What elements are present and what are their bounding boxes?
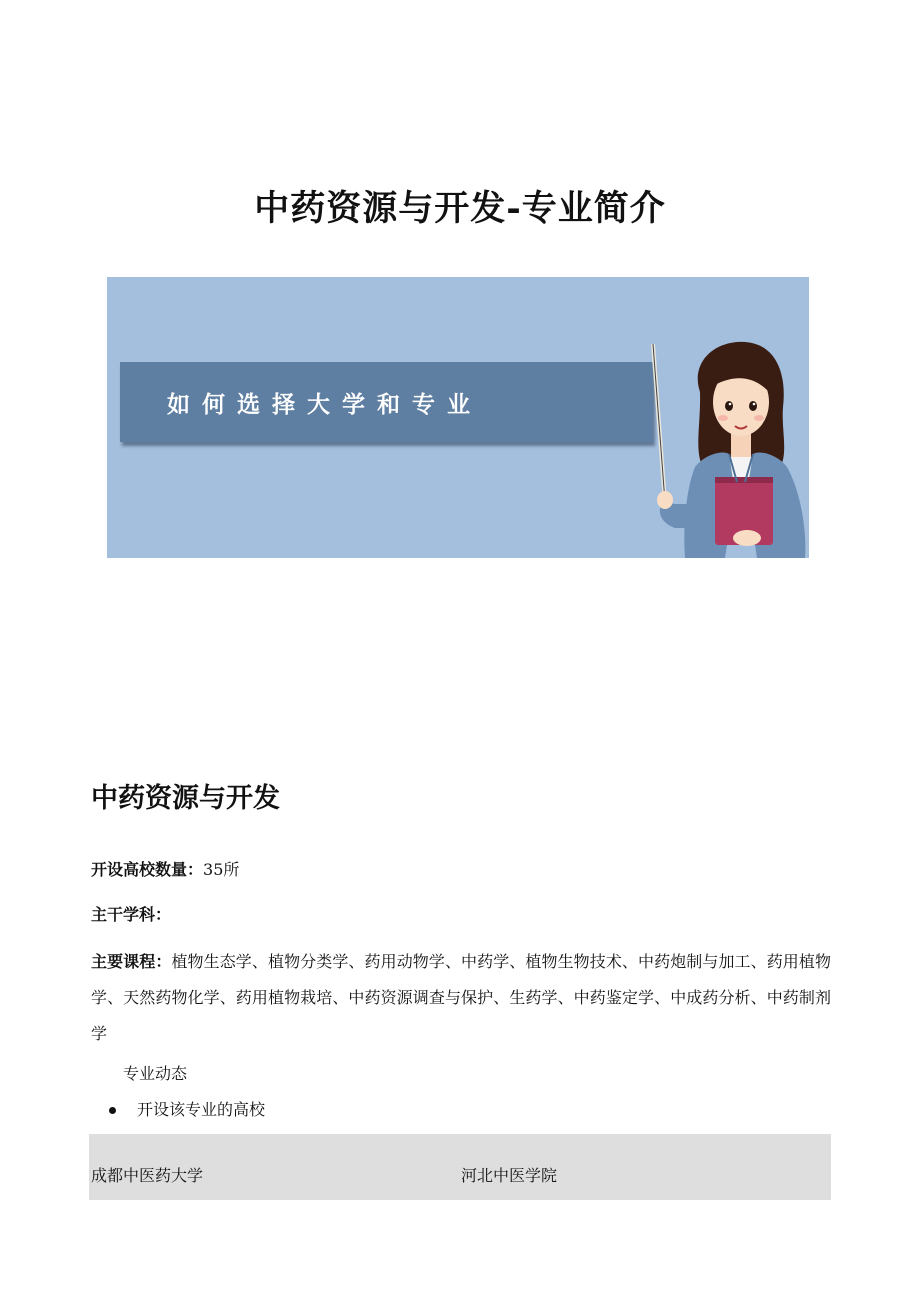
schools-bullet-text: 开设该专业的高校 bbox=[137, 1100, 266, 1119]
courses-value: 植物生态学、植物分类学、药用动物学、中药学、植物生物技术、中药炮制与加工、药用植物学、天然药物化学、药用植物栽培、中药资源调查与保护、生药学、中药鉴定学、中成药分析、中药制剂学 bbox=[91, 952, 831, 1043]
banner-text: 如何选择大学和专业 bbox=[167, 391, 482, 418]
teacher-illustration bbox=[645, 332, 809, 558]
major-heading: 中药资源与开发 bbox=[91, 783, 280, 814]
schools-count-value: 35所 bbox=[203, 860, 240, 879]
major-dynamics-label: 专业动态 bbox=[123, 1064, 188, 1083]
schools-count-label: 开设高校数量： bbox=[91, 860, 204, 879]
table-cell: 成都中医药大学 bbox=[91, 1166, 204, 1185]
banner-title-bar bbox=[120, 362, 653, 442]
schools-table bbox=[89, 1134, 831, 1200]
table-cell: 河北中医学院 bbox=[461, 1166, 558, 1185]
main-discipline-line bbox=[91, 903, 171, 927]
schools-bullet-item bbox=[108, 1098, 265, 1122]
bullet-icon bbox=[109, 1107, 116, 1114]
courses-paragraph bbox=[91, 944, 831, 1052]
main-discipline-label: 主干学科： bbox=[91, 905, 172, 924]
schools-count-line bbox=[91, 858, 239, 882]
courses-label: 主要课程： bbox=[91, 952, 172, 971]
banner-image bbox=[107, 277, 809, 558]
document-title: 中药资源与开发-专业简介 bbox=[254, 188, 666, 229]
